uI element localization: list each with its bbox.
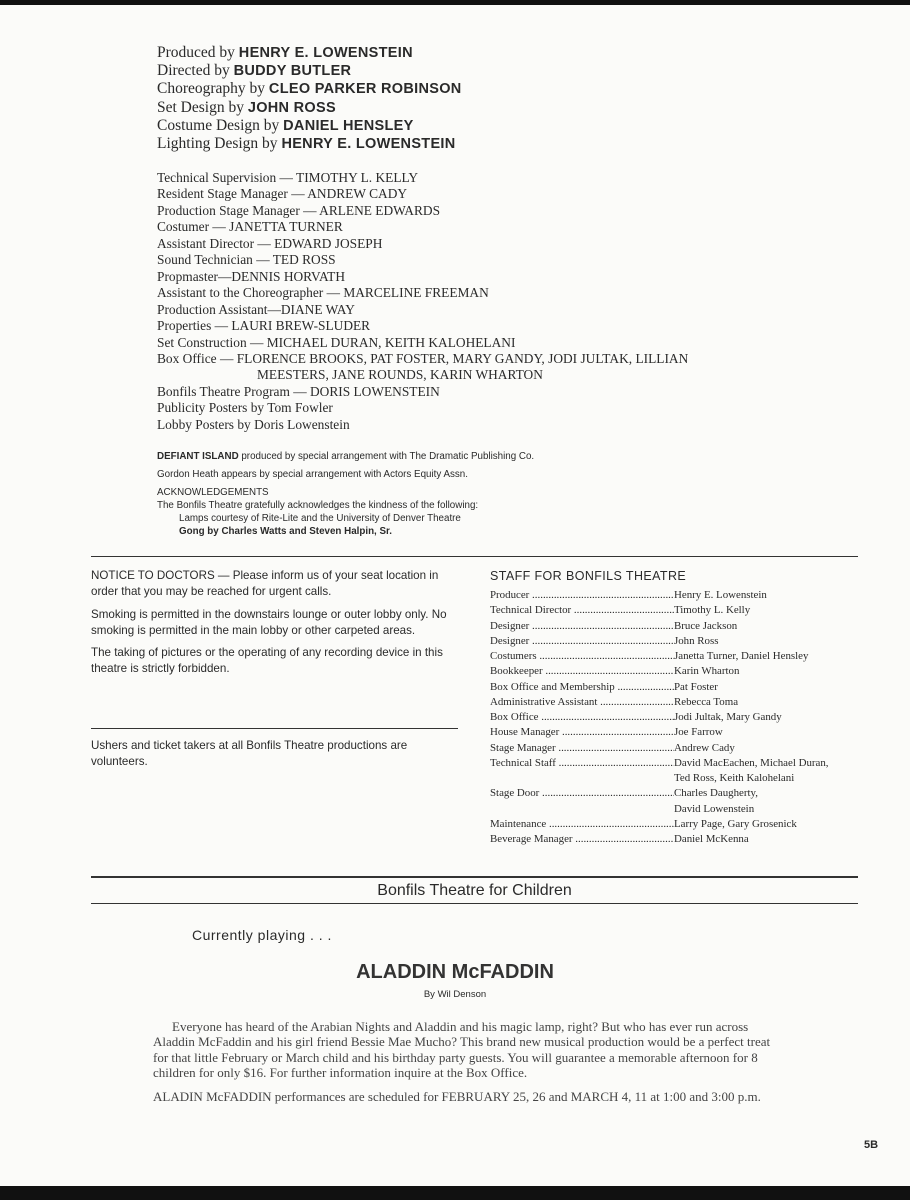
crew-continuation: MEESTERS, JANE ROUNDS, KARIN WHARTON [257, 367, 543, 383]
credit-label: Set Design by [157, 98, 244, 116]
doctors-notice: NOTICE TO DOCTORS — Please inform us of your seat location in order that you may be reached for urgent calls. [91, 569, 439, 599]
staff-names: Janetta Turner, Daniel Hensley [674, 650, 809, 662]
staff-names: Andrew Cady [674, 741, 735, 754]
section-divider [91, 556, 858, 557]
staff-row [490, 786, 870, 801]
show-description-p1: Everyone has heard of the Arabian Nights and Aladdin and his magic lamp, right? But who has ever run across Aladdin McFaddin and his girl friend Bessie Mae Mucho? This brand new musical production would be a perfect treat for that little February or March child and his birthday party guests. You will guarantee a memorable afternoon for 8 children for only $16. For further information inquire at the Box Office. [153, 1019, 771, 1081]
ack-lamps: Lamps courtesy of Rite-Lite and the University of Denver Theatre [179, 513, 461, 524]
program-notes [157, 450, 534, 538]
credit-row [157, 44, 462, 62]
staff-role: Technical Director ..... [490, 603, 674, 618]
credit-row [157, 80, 462, 98]
staff-row [490, 741, 870, 756]
crew-row: Bonfils Theatre Program — DORIS LOWENSTEIN [157, 383, 440, 399]
staff-row [490, 695, 870, 710]
staff-role: Stage Door ..... [490, 786, 674, 801]
staff-role: Maintenance ..... [490, 817, 674, 832]
staff-row [490, 634, 870, 649]
credit-name: JOHN ROSS [247, 99, 336, 116]
ack-title: ACKNOWLEDGEMENTS [157, 487, 269, 498]
crew-row: Properties — LAURI BREW-SLUDER [157, 318, 371, 334]
crew-row: Production Assistant—DIANE WAY [157, 301, 355, 317]
show-byline: By Wil Denson [423, 989, 487, 1000]
credit-name: DANIEL HENSLEY [283, 117, 414, 134]
top-border [0, 0, 910, 5]
staff-role: Designer ..... [490, 619, 674, 634]
credit-label: Choreography by [157, 80, 266, 98]
staff-row [490, 619, 870, 634]
crew-row: Set Construction — MICHAEL DURAN, KEITH KALOHELANI [157, 334, 516, 350]
crew-row: Production Stage Manager — ARLENE EDWARDS [157, 202, 441, 218]
staff-row [490, 725, 870, 740]
staff-names: David MacEachen, Michael Duran, [674, 756, 829, 769]
staff-names: Karin Wharton [674, 665, 740, 678]
crew-list [157, 170, 817, 433]
staff-role: Box Office and Membership ..... [490, 680, 674, 695]
credit-row [157, 135, 462, 153]
show-title: ALADDIN McFADDIN [356, 961, 554, 983]
credit-label: Produced by [157, 44, 235, 61]
crew-row: Resident Stage Manager — ANDREW CADY [157, 186, 408, 202]
staff-names: Bruce Jackson [674, 619, 738, 632]
staff-names: Daniel McKenna [674, 833, 749, 845]
staff-names: Charles Daugherty, [674, 787, 758, 800]
staff-role: Technical Staff ..... [490, 756, 674, 771]
crew-row: Propmaster—DENNIS HORVATH [157, 268, 346, 284]
staff-title: STAFF FOR BONFILS THEATRE [490, 569, 687, 583]
defiant-note: DEFIANT ISLAND produced by special arrangement with The Dramatic Publishing Co. [157, 451, 535, 462]
crew-row: Box Office — FLORENCE BROOKS, PAT FOSTER, MARY GANDY, JODI JULTAK, LILLIAN [157, 350, 689, 366]
staff-names: John Ross [674, 634, 719, 647]
staff-role: Box Office ..... [490, 710, 674, 725]
staff-role: Administrative Assistant ..... [490, 695, 674, 710]
credit-label: Costume Design by [157, 116, 280, 134]
show-description [153, 1019, 773, 1112]
staff-role: Costumers ..... [490, 649, 674, 664]
staff-list [490, 588, 870, 847]
crew-row: Costumer — JANETTA TURNER [157, 219, 343, 235]
children-divider-top [91, 876, 858, 878]
heath-note: Gordon Heath appears by special arrangement with Actors Equity Assn. [157, 469, 468, 480]
crew-row: Assistant Director — EDWARD JOSEPH [157, 235, 383, 251]
currently-playing: Currently playing . . . [192, 927, 332, 943]
ack-intro: The Bonfils Theatre gratefully acknowledges the kindness of the following: [157, 500, 479, 511]
ack-gong: Gong by Charles Watts and Steven Halpin, Sr. [179, 526, 393, 537]
crew-row: Publicity Posters by Tom Fowler [157, 400, 333, 416]
credit-label: Directed by [157, 62, 230, 80]
staff-row [490, 771, 870, 786]
staff-row [490, 832, 870, 847]
ushers-note: Ushers and ticket takers at all Bonfils Theatre productions are volunteers. [91, 739, 408, 769]
staff-row [490, 817, 870, 832]
credit-label: Lighting Design by [157, 135, 278, 153]
notices-column [91, 568, 466, 684]
crew-row: Assistant to the Choreographer — MARCELINE FREEMAN [157, 285, 489, 301]
credit-row [157, 117, 462, 135]
staff-names: Rebecca Toma [674, 695, 739, 708]
smoking-notice: Smoking is permitted in the downstairs lounge or outer lobby only. No smoking is permitted in the main lobby or other carpeted areas. [91, 607, 447, 637]
notice-divider [91, 728, 458, 729]
credit-name: CLEO PARKER ROBINSON [268, 81, 462, 98]
staff-role: Designer ..... [490, 634, 674, 649]
staff-role: Bookkeeper ..... [490, 664, 674, 679]
credit-name: HENRY E. LOWENSTEIN [238, 45, 413, 61]
staff-names: Larry Page, Gary Grosenick [674, 817, 797, 830]
staff-role: Producer ..... [490, 588, 674, 603]
staff-names: Ted Ross, Keith Kalohelani [674, 772, 795, 784]
credit-row [157, 99, 462, 117]
staff-row [490, 664, 870, 679]
credit-name: HENRY E. LOWENSTEIN [281, 136, 456, 153]
show-schedule: ALADIN McFADDIN performances are scheduled for FEBRUARY 25, 26 and MARCH 4, 11 at 1:00 and 3:00 p.m. [153, 1088, 761, 1104]
staff-row [490, 802, 870, 817]
production-credits [157, 44, 462, 153]
bottom-border [0, 1186, 910, 1200]
crew-row: Technical Supervision — TIMOTHY L. KELLY [157, 170, 419, 185]
staff-row [490, 603, 870, 618]
staff-role: House Manager ..... [490, 725, 674, 740]
staff-names: Joe Farrow [674, 726, 723, 739]
credit-name: BUDDY BUTLER [233, 63, 352, 80]
staff-names: David Lowenstein [674, 802, 755, 815]
credit-row [157, 62, 462, 80]
staff-role: Stage Manager ..... [490, 741, 674, 756]
staff-names: Timothy L. Kelly [674, 604, 751, 617]
children-divider-bottom [91, 903, 858, 904]
staff-row [490, 588, 870, 603]
staff-names: Henry E. Lowenstein [674, 589, 767, 601]
children-section-title: Bonfils Theatre for Children [377, 882, 572, 899]
staff-role: Beverage Manager ..... [490, 832, 674, 847]
staff-names: Pat Foster [674, 680, 718, 693]
recording-notice: The taking of pictures or the operating of any recording device in this theatre is strictly forbidden. [91, 646, 443, 676]
staff-row [490, 756, 870, 771]
crew-row: Sound Technician — TED ROSS [157, 252, 336, 268]
staff-row [490, 710, 870, 725]
staff-row [490, 649, 870, 664]
crew-row: Lobby Posters by Doris Lowenstein [157, 416, 350, 432]
staff-names: Jodi Jultak, Mary Gandy [674, 711, 782, 723]
staff-row [490, 680, 870, 695]
page-number: 5B [864, 1139, 879, 1151]
